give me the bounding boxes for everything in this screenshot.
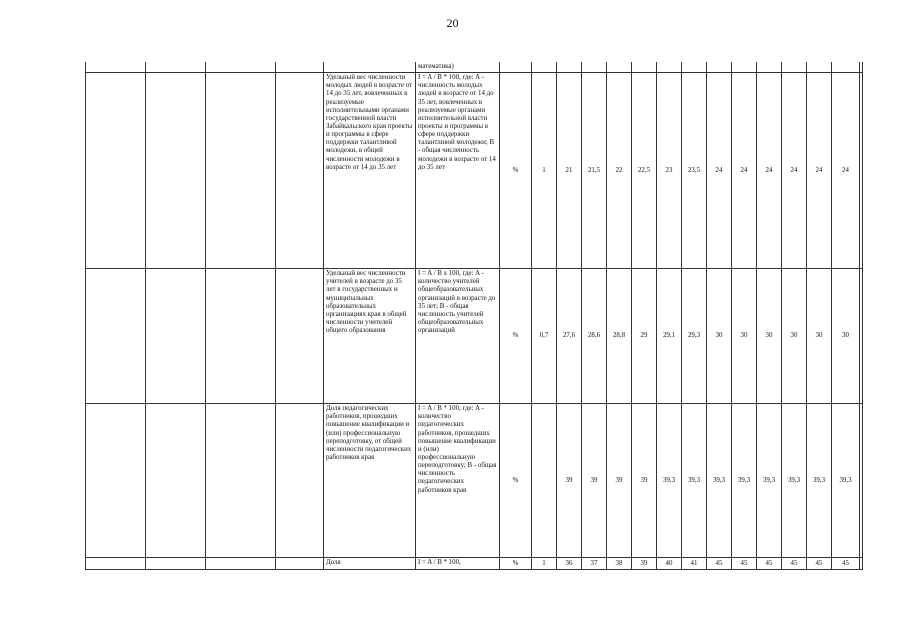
value-cell: 37: [582, 558, 607, 570]
indicator-cell: [324, 73, 416, 269]
empty-cell: [146, 62, 206, 73]
value-cell: 30: [732, 269, 757, 404]
value-cell: 24: [732, 73, 757, 269]
value-cell: [860, 62, 863, 73]
value-cell: [582, 62, 607, 73]
indicator-text: Удельный вес численности учителей в возрасте до 35 лет в государственных и муниципальных образовательных организациях края в общей численности учителей общего образования: [326, 270, 407, 335]
formula-text: математика): [418, 63, 454, 70]
empty-cell: [206, 404, 276, 558]
empty-cell: [146, 558, 206, 570]
empty-cell: [206, 73, 276, 269]
value-cell: 45: [757, 558, 782, 570]
value-cell: 28,8: [607, 269, 632, 404]
formula-cell: [416, 558, 500, 570]
empty-cell: [276, 73, 324, 269]
empty-cell: [276, 62, 324, 73]
value-cell: 30: [757, 269, 782, 404]
value-cell: [807, 62, 832, 73]
indicator-cell: [324, 558, 416, 570]
value-cell: 24: [807, 73, 832, 269]
value-cell: 30: [832, 269, 860, 404]
value-cell: 39,3: [732, 404, 757, 558]
value-cell: 45: [782, 558, 807, 570]
unit-cell: %: [500, 558, 532, 570]
empty-cell: [276, 558, 324, 570]
value-cell: 38: [607, 558, 632, 570]
value-cell: 39: [607, 404, 632, 558]
value-cell: [832, 62, 860, 73]
value-cell: 23,5: [682, 73, 707, 269]
value-cell: [860, 404, 863, 558]
value-cell: 21,5: [582, 73, 607, 269]
value-cell: [682, 62, 707, 73]
value-cell: [557, 62, 582, 73]
value-cell: 45: [807, 558, 832, 570]
value-cell: 39,3: [807, 404, 832, 558]
value-cell: 39,3: [682, 404, 707, 558]
formula-cell: [416, 404, 500, 558]
table-row: [86, 404, 863, 558]
empty-cell: [146, 73, 206, 269]
empty-cell: [86, 404, 146, 558]
value-cell: [757, 62, 782, 73]
indicator-text: Доля: [326, 559, 341, 567]
value-cell: [532, 62, 557, 73]
value-cell: 24: [782, 73, 807, 269]
value-cell: 30: [807, 269, 832, 404]
value-cell: 39: [632, 404, 657, 558]
unit-cell: [500, 62, 532, 73]
indicator-text: Доля педагогических работников, прошедших повышение квалификации и (или) профессиональную переподготовку, от общей численности педагогических работников края: [326, 405, 412, 461]
indicators-table: [85, 62, 863, 570]
value-cell: 29: [632, 269, 657, 404]
table-row: [86, 269, 863, 404]
empty-cell: [146, 269, 206, 404]
formula-cell: [416, 62, 500, 73]
empty-cell: [146, 404, 206, 558]
unit-cell: %: [500, 404, 532, 558]
formula-text: I = A / B * 100,: [418, 559, 461, 567]
value-cell: 1: [532, 73, 557, 269]
formula-cell: [416, 73, 500, 269]
indicator-cell: [324, 62, 416, 73]
value-cell: 21: [557, 73, 582, 269]
value-cell: [860, 558, 863, 570]
value-cell: 30: [707, 269, 732, 404]
value-cell: 39: [632, 558, 657, 570]
value-cell: [657, 62, 682, 73]
value-cell: [860, 269, 863, 404]
formula-cell: [416, 269, 500, 404]
value-cell: 39: [582, 404, 607, 558]
value-cell: 39,3: [832, 404, 860, 558]
unit-cell: %: [500, 269, 532, 404]
unit-cell: %: [500, 73, 532, 269]
empty-cell: [86, 73, 146, 269]
value-cell: 39,3: [757, 404, 782, 558]
formula-text: I = A / B * 100, где: A - численность молодых людей в возрасте от 14 до 35 лет, вовлеченных в реализуемые органами исполнительной власти проекты и программы в сфере поддержки талантливой молодежи; B - общая численность молодежи в возрасте от 14 до 35 лет: [418, 74, 496, 171]
value-cell: 40: [657, 558, 682, 570]
empty-cell: [206, 558, 276, 570]
value-cell: 45: [732, 558, 757, 570]
empty-cell: [206, 62, 276, 73]
indicator-cell: [324, 269, 416, 404]
value-cell: 36: [557, 558, 582, 570]
value-cell: 0,7: [532, 269, 557, 404]
table-row: [86, 558, 863, 570]
indicator-text: Удельный вес численности молодых людей в возрасте от 14 до 35 лет, вовлеченных в реализуемые исполнительными органами государственной власти Забайкальского края проекты и программы в сфере поддержки талантливой молодежи, в общей численности молодежи в возрасте от 14 до 35 лет: [326, 74, 413, 171]
table-row: [86, 73, 863, 269]
value-cell: 27,6: [557, 269, 582, 404]
value-cell: 22,5: [632, 73, 657, 269]
empty-cell: [276, 269, 324, 404]
value-cell: [782, 62, 807, 73]
formula-text: I = A / B x 100, где: A - количество учителей общеобразовательных организаций в возрасте до 35 лет; B - общая численность учителей общеобразовательных организаций: [418, 270, 496, 335]
value-cell: 22: [607, 73, 632, 269]
value-cell: 28,6: [582, 269, 607, 404]
formula-text: I = A / B * 100, где: A - количество педагогических работников, прошедших повышение квалификации и (или) профессиональную переподготовку; B - общая численность педагогических работников края: [418, 405, 497, 494]
empty-cell: [206, 269, 276, 404]
value-cell: [532, 404, 557, 558]
empty-cell: [86, 558, 146, 570]
value-cell: 1: [532, 558, 557, 570]
value-cell: [707, 62, 732, 73]
value-cell: 29,3: [682, 269, 707, 404]
value-cell: 30: [782, 269, 807, 404]
value-cell: 24: [757, 73, 782, 269]
value-cell: 39,3: [707, 404, 732, 558]
value-cell: [607, 62, 632, 73]
indicator-cell: [324, 404, 416, 558]
value-cell: 45: [832, 558, 860, 570]
empty-cell: [276, 404, 324, 558]
value-cell: 23: [657, 73, 682, 269]
empty-cell: [86, 62, 146, 73]
value-cell: 39,3: [657, 404, 682, 558]
value-cell: [632, 62, 657, 73]
value-cell: 39,3: [782, 404, 807, 558]
value-cell: [732, 62, 757, 73]
value-cell: 29,1: [657, 269, 682, 404]
value-cell: 39: [557, 404, 582, 558]
value-cell: 45: [707, 558, 732, 570]
value-cell: [860, 73, 863, 269]
empty-cell: [86, 269, 146, 404]
value-cell: 24: [707, 73, 732, 269]
value-cell: 24: [832, 73, 860, 269]
table-row: [86, 62, 863, 73]
page-number: 20: [446, 16, 459, 30]
value-cell: 41: [682, 558, 707, 570]
